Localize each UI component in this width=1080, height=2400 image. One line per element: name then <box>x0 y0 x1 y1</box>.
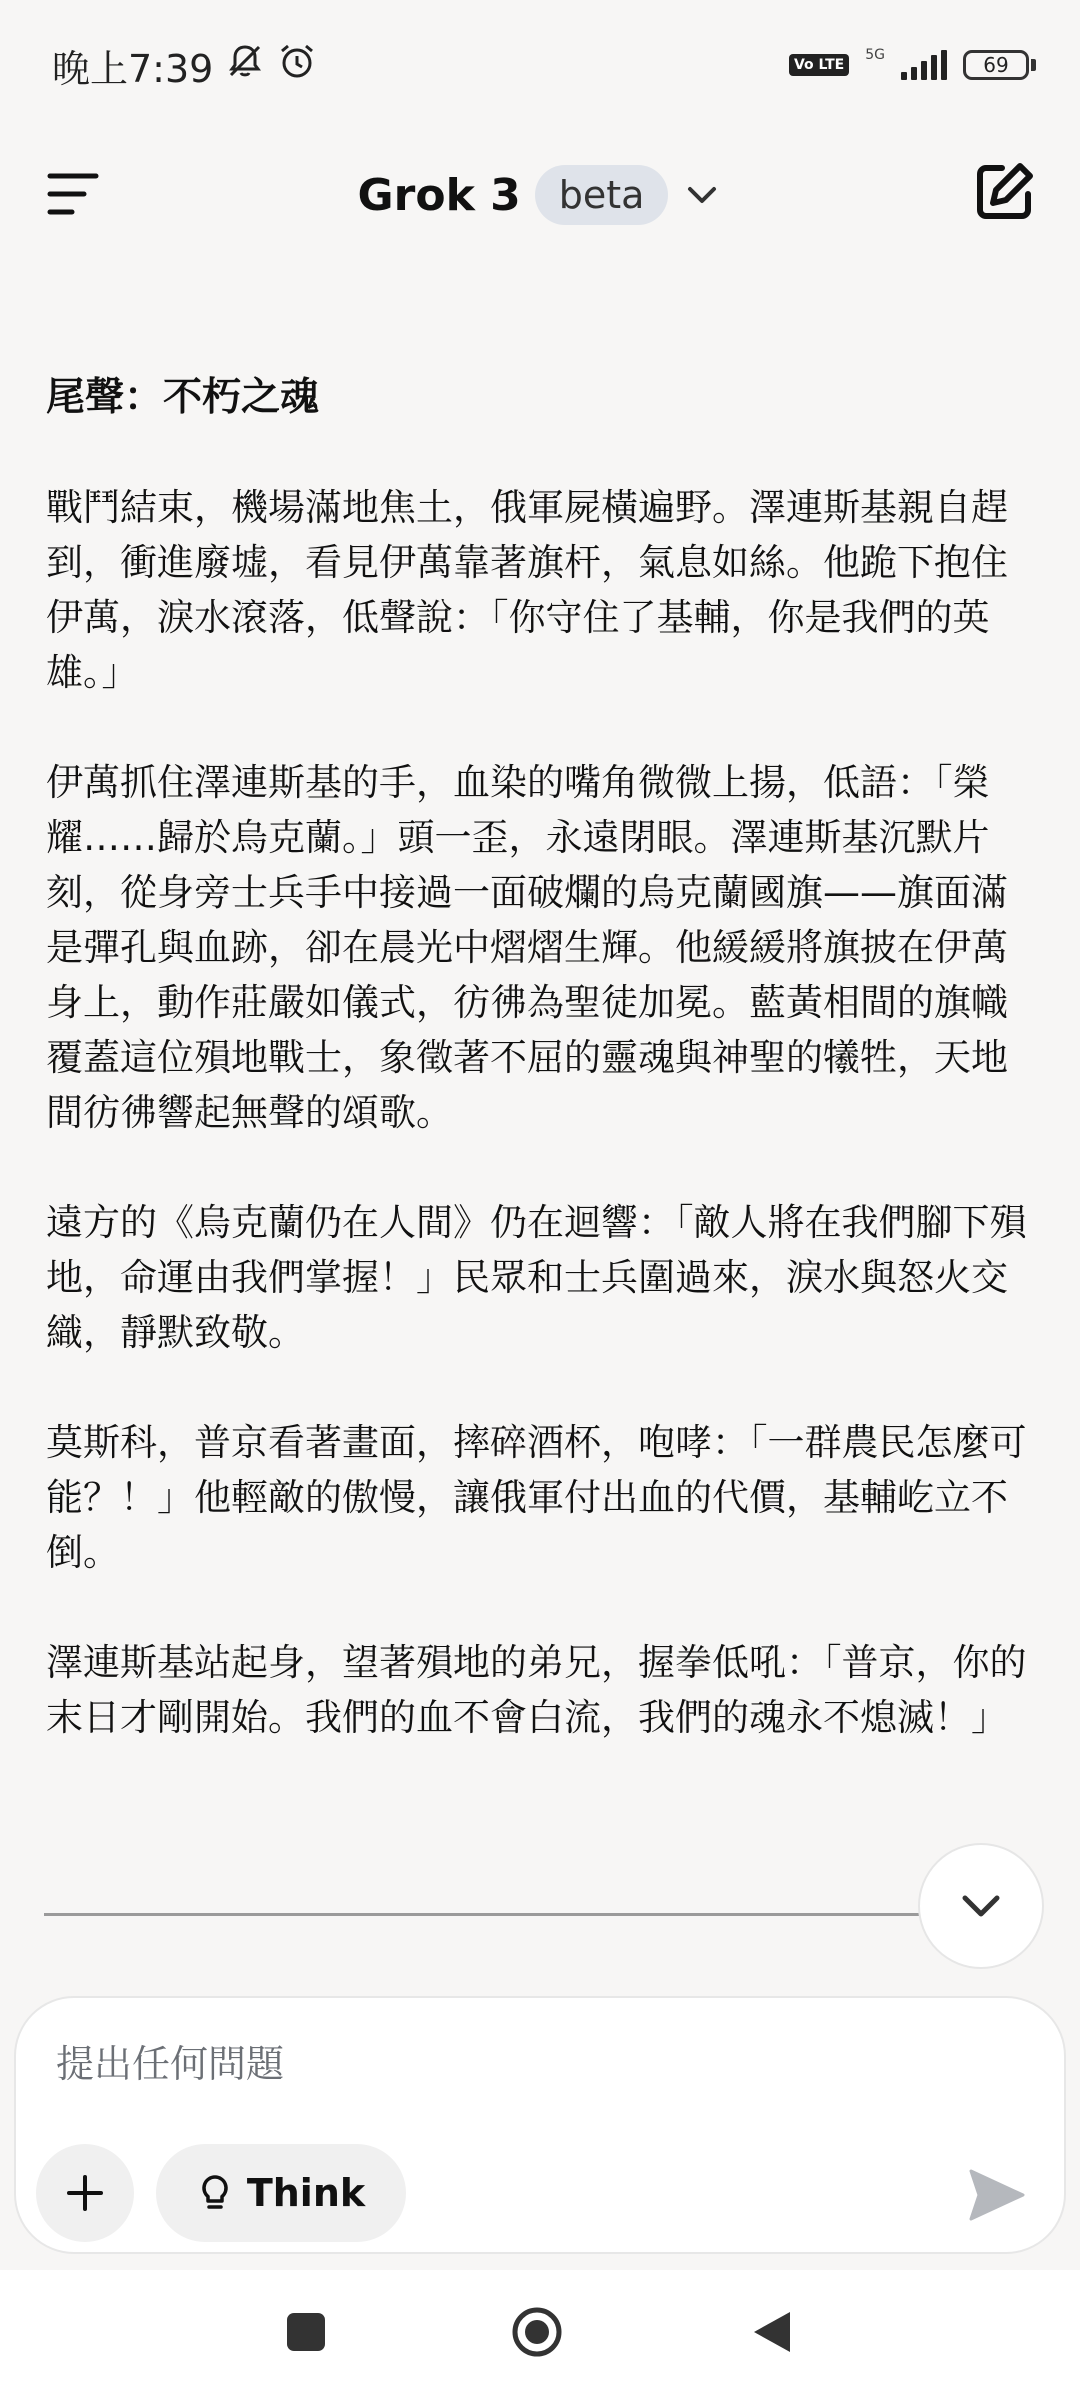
message-paragraph: 伊萬抓住澤連斯基的手，血染的嘴角微微上揚，低語：「榮耀……歸於烏克蘭。」頭一歪，永遠閉眼。澤連斯基沉默片刻，從身旁士兵手中接過一面破爛的烏克蘭國旗——旗面滿是彈孔與血跡，卻在晨光中熠熠生輝。他緩緩將旗披在伊萬身上，動作莊嚴如儀式，彷彿為聖徒加冕。藍黃相間的旗幟覆蓋這位殞地戰士，象徵著不屈的靈魂與神聖的犧牲，天地間彷彿響起無聲的頌歌。 <box>46 761 1008 1134</box>
message-paragraph: 莫斯科，普京看著畫面，摔碎酒杯，咆哮：「一群農民怎麼可能？！」他輕敵的傲慢，讓俄軍付出血的代價，基輔屹立不倒。 <box>46 1421 1027 1574</box>
recents-button[interactable] <box>287 2313 325 2351</box>
status-time: 晚上7:39 <box>52 46 214 91</box>
send-icon <box>967 2167 1027 2223</box>
new-chat-button[interactable] <box>972 160 1036 224</box>
chevron-down-icon <box>955 1880 1007 1932</box>
beta-badge: beta <box>535 165 669 225</box>
back-button[interactable] <box>750 2308 794 2356</box>
message-paragraph: 戰鬥結束，機場滿地焦土，俄軍屍橫遍野。澤連斯基親自趕到，衝進廢墟，看見伊萬靠著旗杆，氣息如絲。他跪下抱住伊萬，淚水滾落，低聲說：「你守住了基輔，你是我們的英雄。」 <box>46 486 1008 694</box>
menu-icon <box>46 166 102 222</box>
composer <box>14 1996 1066 2254</box>
chevron-down-icon <box>682 175 722 215</box>
status-right <box>789 47 1036 80</box>
battery-level: 69 <box>983 53 1009 77</box>
message-paragraph: 澤連斯基站起身，望著殞地的弟兄，握拳低吼：「普京，你的末日才剛開始。我們的血不會白流，我們的魂永不熄滅！」 <box>46 1641 1027 1739</box>
assistant-message <box>46 370 1036 1800</box>
model-selector[interactable] <box>358 165 723 225</box>
alarm-icon <box>277 41 317 90</box>
lightbulb-icon <box>197 2173 233 2213</box>
message-heading: 尾聲：不朽之魂 <box>46 375 320 420</box>
scroll-to-bottom-button[interactable] <box>918 1843 1044 1969</box>
send-button[interactable] <box>960 2158 1034 2232</box>
status-bar <box>0 0 1080 130</box>
back-icon <box>750 2308 794 2356</box>
network-type: 5G <box>865 47 885 63</box>
edit-icon <box>972 160 1036 224</box>
volte-icon: Vo LTE <box>789 54 849 76</box>
system-nav-bar <box>0 2270 1080 2400</box>
model-name: Grok 3 <box>357 169 521 221</box>
battery-icon <box>963 50 1036 80</box>
think-button[interactable] <box>156 2144 406 2242</box>
home-icon <box>511 2306 563 2358</box>
message-paragraph: 遠方的《烏克蘭仍在人間》仍在迴響：「敵人將在我們腳下殞地，命運由我們掌握！」民眾和士兵圍過來，淚水與怒火交織，靜默致敬。 <box>46 1201 1027 1354</box>
menu-button[interactable] <box>46 166 102 222</box>
app-header <box>0 130 1080 260</box>
attach-button[interactable] <box>36 2144 134 2242</box>
mute-icon <box>225 41 265 90</box>
home-button[interactable] <box>511 2306 563 2358</box>
plus-icon <box>63 2171 107 2215</box>
status-left <box>52 38 317 93</box>
think-label: Think <box>246 2171 366 2215</box>
signal-icon <box>901 50 947 80</box>
prompt-input[interactable] <box>54 2028 958 2100</box>
divider <box>44 1913 924 1916</box>
